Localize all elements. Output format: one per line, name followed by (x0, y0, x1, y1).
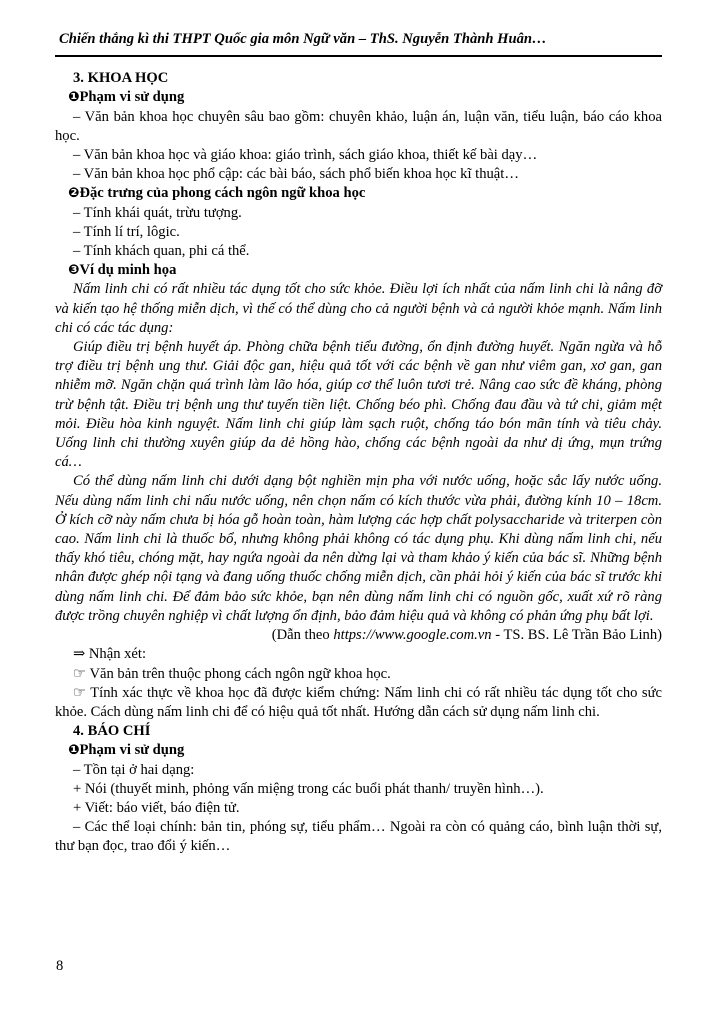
list-item: – Tồn tại ở hai dạng: (73, 761, 195, 778)
remarks-lead: ⇒ Nhận xét: (73, 646, 147, 663)
citation-line (55, 626, 662, 645)
circled-number-1-icon: ❶ (68, 89, 80, 106)
subheading-label: Đặc trưng của phong cách ngôn ngữ khoa học (79, 185, 366, 202)
list-item: – Tính khách quan, phi cá thể. (73, 243, 250, 260)
circled-number-1-icon: ❶ (68, 742, 80, 759)
subheading-label: Ví dụ minh họa (79, 262, 177, 279)
list-item: + Viết: báo viết, báo điện tử. (73, 799, 240, 816)
list-item: – Văn bản khoa học và giáo khoa: giáo trình, sách giáo khoa, thiết kế bài dạy… (73, 147, 538, 164)
citation-suffix: - TS. BS. Lê Trần Bảo Linh) (491, 627, 662, 644)
example-paragraph: Nấm linh chi có rất nhiều tác dụng tốt cho sức khỏe. Điều lợi ích nhất của nấm linh chi là nâng đỡ và kiến tạo hệ thống miễn dịch, vì thế có thể dùng cho cả người bệnh và cả người khỏe mạnh. Nấm linh chi có các tác dụng: (55, 281, 662, 336)
example-paragraph: Giúp điều trị bệnh huyết áp. Phòng chữa bệnh tiểu đường, ổn định đường huyết. Ngăn ngừa và hỗ trợ điều trị bệnh ung thư. Giải độc gan, hiệu quả tốt với các bệnh về gan như viêm gan, xơ gan, gan nhiễm mỡ. Ngăn chặn quá trình làm lão hóa, giúp cơ thể luôn tươi trẻ. Nâng cao sức đề kháng, phòng trừ bệnh tật. Điều trị bệnh ung thư tuyến tiền liệt. Chống béo phì. Chống đau đầu và tứ chi, giảm mệt mỏi. Điều hòa kinh nguyệt. Nấm linh chi giúp làm sạch ruột, chống táo bón mãn tính và tiêu chảy. Uống linh chi thường xuyên giúp da dẻ hồng hào, chống các bệnh ngoài da như dị ứng, mụn trứng cá… (55, 339, 662, 471)
list-item: – Văn bản khoa học chuyên sâu bao gồm: chuyên khảo, luận án, luận văn, tiểu luận, báo cáo khoa học. (55, 108, 662, 144)
subheading-pham-vi-su-dung-bao-chi (55, 741, 662, 760)
circled-number-2-icon: ❷ (68, 185, 80, 202)
list-item: – Tính khái quát, trừu tượng. (73, 204, 242, 221)
list-item: – Tính lí trí, lôgic. (73, 223, 180, 240)
subheading-dac-trung (55, 184, 662, 203)
section-heading-bao-chi: 4. BÁO CHÍ (73, 723, 151, 740)
subheading-vi-du-minh-hoa (55, 261, 662, 280)
list-item: – Các thể loại chính: bản tin, phóng sự, tiểu phẩm… Ngoài ra còn có quảng cáo, bình luận thời sự, thư bạn đọc, trao đổi ý kiến… (55, 819, 662, 855)
citation-prefix: (Dẫn theo (271, 627, 334, 644)
remark-item: ☞ Văn bản trên thuộc phong cách ngôn ngữ khoa học. (73, 665, 391, 682)
remark-item: ☞ Tính xác thực về khoa học đã được kiểm chứng: Nấm linh chi có rất nhiều tác dụng tốt cho sức khỏe. Cách dùng nấm linh chi để có hiệu quả tốt nhất. Hướng dẫn cách sử dụng nấm linh chi. (55, 684, 662, 720)
subheading-label: Phạm vi sử dụng (79, 89, 185, 106)
section-heading-khoa-hoc: 3. KHOA HỌC (73, 70, 169, 87)
page-body (55, 69, 662, 856)
example-paragraph: Có thể dùng nấm linh chi dưới dạng bột nghiền mịn pha với nước uống, hoặc sắc lấy nước uống. Nếu dùng nấm linh chi nấu nước uống, nên chọn nấm có kích thước vừa phải, đường kính 10 – 18cm. Ở kích cỡ này nấm chưa bị hóa gỗ hoàn toàn, hàm lượng các hợp chất polysaccharide và triterpen còn cao. Nấm linh chi là thuốc bổ, nhưng không phải không có tác dụng phụ. Khi dùng nấm linh chi, nếu thấy khó tiêu, chóng mặt, hay ngứa ngoài da nên dừng lại và tham khảo ý kiến của bác sĩ. Những bệnh nhân được ghép nội tạng và đang uống thuốc chống miễn dịch, cần phải hỏi ý kiến của bác sĩ trước khi dùng nấm linh chi. Để đảm bảo sức khỏe, bạn nên dùng nấm linh chi có nguồn gốc, xuất xứ rõ ràng được trồng chuyên nghiệp vì chất lượng ổn định, bảo đảm hiệu quả và không có phản ứng phụ bất lợi. (55, 473, 662, 624)
list-item: – Văn bản khoa học phổ cập: các bài báo, sách phổ biến khoa học kĩ thuật… (73, 166, 519, 183)
citation-url: https://www.google.com.vn (333, 627, 492, 644)
subheading-label: Phạm vi sử dụng (79, 742, 185, 759)
subheading-pham-vi-su-dung-khoa-hoc (55, 88, 662, 107)
list-item: + Nói (thuyết minh, phỏng vấn miệng trong các buổi phát thanh/ truyền hình…). (73, 780, 544, 797)
page-header (55, 30, 662, 57)
circled-number-3-icon: ❸ (68, 262, 80, 279)
page-number: 8 (56, 957, 64, 974)
running-header-title: Chiến thắng kì thi THPT Quốc gia môn Ngữ văn – ThS. Nguyễn Thành Huân… (55, 30, 662, 57)
